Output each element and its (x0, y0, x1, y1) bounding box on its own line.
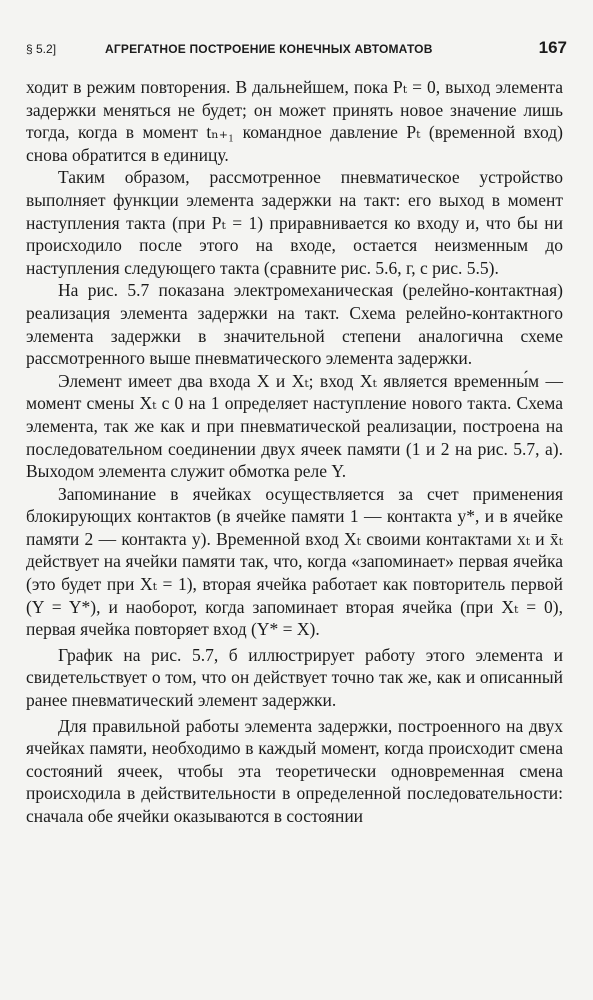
paragraph: Запоминание в ячейках осуществляется за счет применения блокирующих контактов (в ячейке памяти 1 — контакта y*, и в ячейке памяти 2 — контакта y). Временной вход Xₜ своими контактами xₜ и x̄ₜ действует на ячейки памяти так, что, когда «запоминает» первая ячейка (это будет при Xₜ = 1), вторая ячейка работает как повторитель первой (Y = Y*), и наоборот, когда запоминает вторая ячейка (при Xₜ = 0), первая ячейка повторяет вход (Y* = X). (26, 483, 563, 640)
section-reference: § 5.2] (26, 42, 57, 56)
paragraph: Элемент имеет два входа X и Xₜ; вход Xₜ является временны́м — момент смены Xₜ с 0 на 1 определяет наступление нового такта. Схема элемента, так же как и при пневматической реализации, построена на последовательном соединении двух ячеек памяти (1 и 2 на рис. 5.7, а). Выходом элемента служит обмотка реле Y. (26, 370, 563, 482)
paragraph: График на рис. 5.7, б иллюстрирует работу этого элемента и свидетельствует о том, что он действует точно так же, как и описанный ранее пневматический элемент задержки. (26, 644, 563, 711)
body-text (26, 76, 563, 828)
page-number: 167 (538, 38, 567, 57)
paragraph: Для правильной работы элемента задержки, построенного на двух ячейках памяти, необходимо в каждый момент, когда происходит смена состояний ячеек, чтобы эта теоретически одновременная смена происходила в действительности в определенной последовательности: сначала обе ячейки оказываются в состоянии (26, 715, 563, 826)
paragraph: Таким образом, рассмотренное пневматическое устройство выполняет функции элемента задержки на такт: его выход в момент наступления такта (при Pₜ = 1) приравнивается ко входу и, что бы ни происходило после этого на входе, остается неизменным до наступления следующего такта (сравните рис. 5.6, г, с рис. 5.5). (26, 167, 563, 278)
paragraph: ходит в режим повторения. В дальнейшем, пока Pₜ = 0, выход элемента задержки меняться не будет; он может принять новое значение лишь тогда, когда в момент tₙ₊₁ командное давление Pₜ (временной вход) снова обратится в единицу. (26, 77, 563, 165)
paragraph: На рис. 5.7 показана электромеханическая (релейно-контактная) реализация элемента задержки на такт. Схема релейно-контактного элемента задержки в значительной степени аналогична схеме рассмотренного выше пневматического элемента задержки. (26, 280, 563, 369)
running-title: АГРЕГАТНОЕ ПОСТРОЕНИЕ КОНЕЧНЫХ АВТОМАТОВ (105, 42, 433, 56)
running-header (26, 38, 567, 60)
